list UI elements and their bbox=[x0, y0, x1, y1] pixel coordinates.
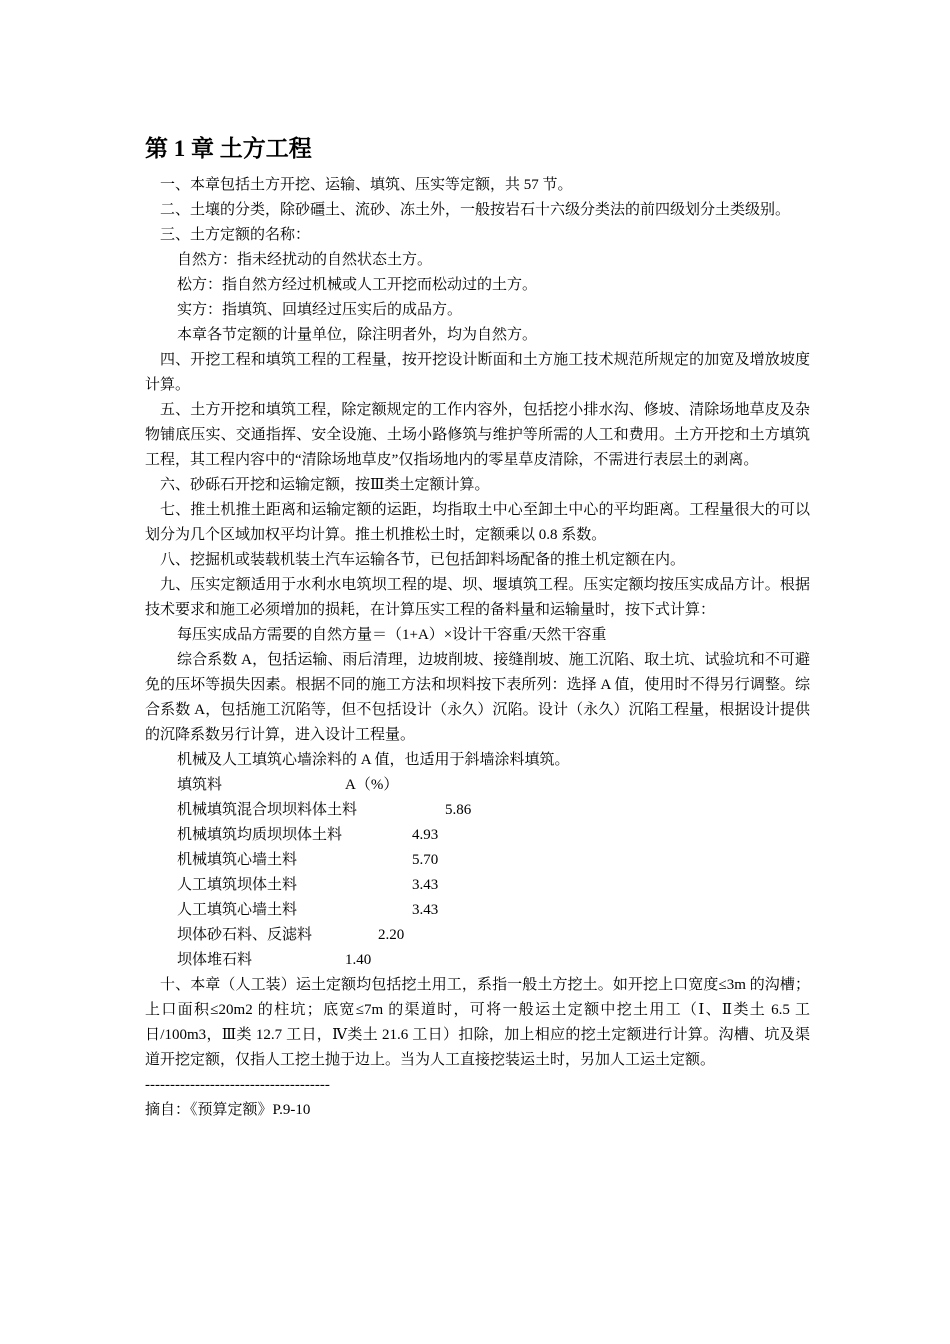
table-cell-value: 1.40 bbox=[345, 952, 372, 968]
table-cell-material: 坝体堆石料 bbox=[177, 952, 253, 968]
definition-compacted: 实方：指填筑、回填经过压实后的成品方。 bbox=[177, 302, 463, 318]
paragraph-3: 三、土方定额的名称： bbox=[160, 227, 311, 243]
table-row bbox=[145, 898, 810, 923]
paragraph-8: 八、挖掘机或装载机装土汽车运输各节，已包括卸料场配备的推土机定额在内。 bbox=[160, 552, 686, 568]
table-cell-material: 人工填筑坝体土料 bbox=[177, 877, 298, 893]
table-intro: 机械及人工填筑心墙涂料的 A 值，也适用于斜墙涂料填筑。 bbox=[177, 752, 570, 768]
table-cell-value: 2.20 bbox=[378, 927, 405, 943]
table-cell-material: 坝体砂石料、反滤料 bbox=[177, 927, 313, 943]
table-cell-value: 5.86 bbox=[445, 802, 472, 818]
table-cell-value: 3.43 bbox=[412, 877, 439, 893]
table-row bbox=[145, 873, 810, 898]
unit-note: 本章各节定额的计量单位，除注明者外，均为自然方。 bbox=[177, 327, 538, 343]
coefficient-table bbox=[145, 773, 810, 973]
source-citation: 摘自：《预算定额》P.9-10 bbox=[145, 1102, 311, 1118]
paragraph-5: 五、土方开挖和填筑工程，除定额规定的工作内容外，包括挖小排水沟、修坡、清除场地草皮及杂物铺底压实、交通指挥、安全设施、土场小路修筑与维护等所需的人工和费用。土方开挖和土方填筑工程，其工程内容中的“清除场地草皮”仅指场地内的零星草皮清除，不需进行表层土的剥离。 bbox=[145, 402, 810, 468]
table-row bbox=[145, 823, 810, 848]
table-row bbox=[145, 923, 810, 948]
separator-line: ------------------------------------- bbox=[145, 1077, 330, 1093]
table-row bbox=[145, 848, 810, 873]
table-cell-value: 4.93 bbox=[412, 827, 439, 843]
table-cell-material: 机械填筑均质坝坝体土料 bbox=[177, 827, 343, 843]
table-header-material: 填筑料 bbox=[177, 777, 223, 793]
paragraph-7: 七、推土机推土距离和运输定额的运距，均指取土中心至卸土中心的平均距离。工程量很大的可以划分为几个区域加权平均计算。推土机推松土时，定额乘以 0.8 系数。 bbox=[145, 502, 810, 543]
table-header-value: A（%） bbox=[345, 777, 399, 793]
table-cell-material: 人工填筑心墙土料 bbox=[177, 902, 298, 918]
table-cell-value: 3.43 bbox=[412, 902, 439, 918]
paragraph-4: 四、开挖工程和填筑工程的工程量，按开挖设计断面和土方施工技术规范所规定的加宽及增放坡度计算。 bbox=[145, 352, 810, 393]
paragraph-10: 十、本章（人工装）运土定额均包括挖土用工，系指一般土方挖土。如开挖上口宽度≤3m 的沟槽；上口面积≤20m2 的柱坑；底宽≤7m 的渠道时，可将一般运土定额中挖土用工（Ⅰ、Ⅱ类土 6.5 工日/100m3，Ⅲ类 12.7 工日，Ⅳ类土 21.6 工日）扣除，加上相应的挖土定额进行计算。沟槽、坑及渠道开挖定额，仅指人工挖土抛于边上。当为人工直接挖装运土时，另加人工运土定额。 bbox=[145, 977, 810, 1068]
table-cell-value: 5.70 bbox=[412, 852, 439, 868]
coefficient-note: 综合系数 A，包括运输、雨后清理，边坡削坡、接缝削坡、施工沉陷、取土坑、试验坑和不可避免的压坏等损失因素。根据不同的施工方法和坝料按下表所列：选择 A 值，使用时不得另行调整。综合系数 A，包括施工沉陷等，但不包括设计（永久）沉陷。设计（永久）沉陷工程量，根据设计提供的沉降系数另行计算，进入设计工程量。 bbox=[145, 652, 810, 743]
table-header-row bbox=[145, 773, 810, 798]
document-page bbox=[145, 132, 810, 1123]
definition-loose: 松方：指自然方经过机械或人工开挖而松动过的土方。 bbox=[177, 277, 538, 293]
paragraph-2: 二、土壤的分类，除砂礓土、流砂、冻土外，一般按岩石十六级分类法的前四级划分土类级别。 bbox=[160, 202, 791, 218]
chapter-title: 第 1 章 土方工程 bbox=[145, 136, 312, 161]
paragraph-1: 一、本章包括土方开挖、运输、填筑、压实等定额，共 57 节。 bbox=[160, 177, 573, 193]
definition-natural: 自然方：指未经扰动的自然状态土方。 bbox=[177, 252, 433, 268]
table-cell-material: 机械填筑心墙土料 bbox=[177, 852, 298, 868]
table-row bbox=[145, 798, 810, 823]
table-row bbox=[145, 948, 810, 973]
paragraph-6: 六、砂砾石开挖和运输定额，按Ⅲ类土定额计算。 bbox=[160, 477, 490, 493]
table-cell-material: 机械填筑混合坝坝料体土料 bbox=[177, 802, 358, 818]
formula-line: 每压实成品方需要的自然方量＝（1+A）×设计干容重/天然干容重 bbox=[177, 627, 607, 643]
paragraph-9: 九、压实定额适用于水利水电筑坝工程的堤、坝、堰填筑工程。压实定额均按压实成品方计。根据技术要求和施工必须增加的损耗，在计算压实工程的备料量和运输量时，按下式计算： bbox=[145, 577, 810, 618]
